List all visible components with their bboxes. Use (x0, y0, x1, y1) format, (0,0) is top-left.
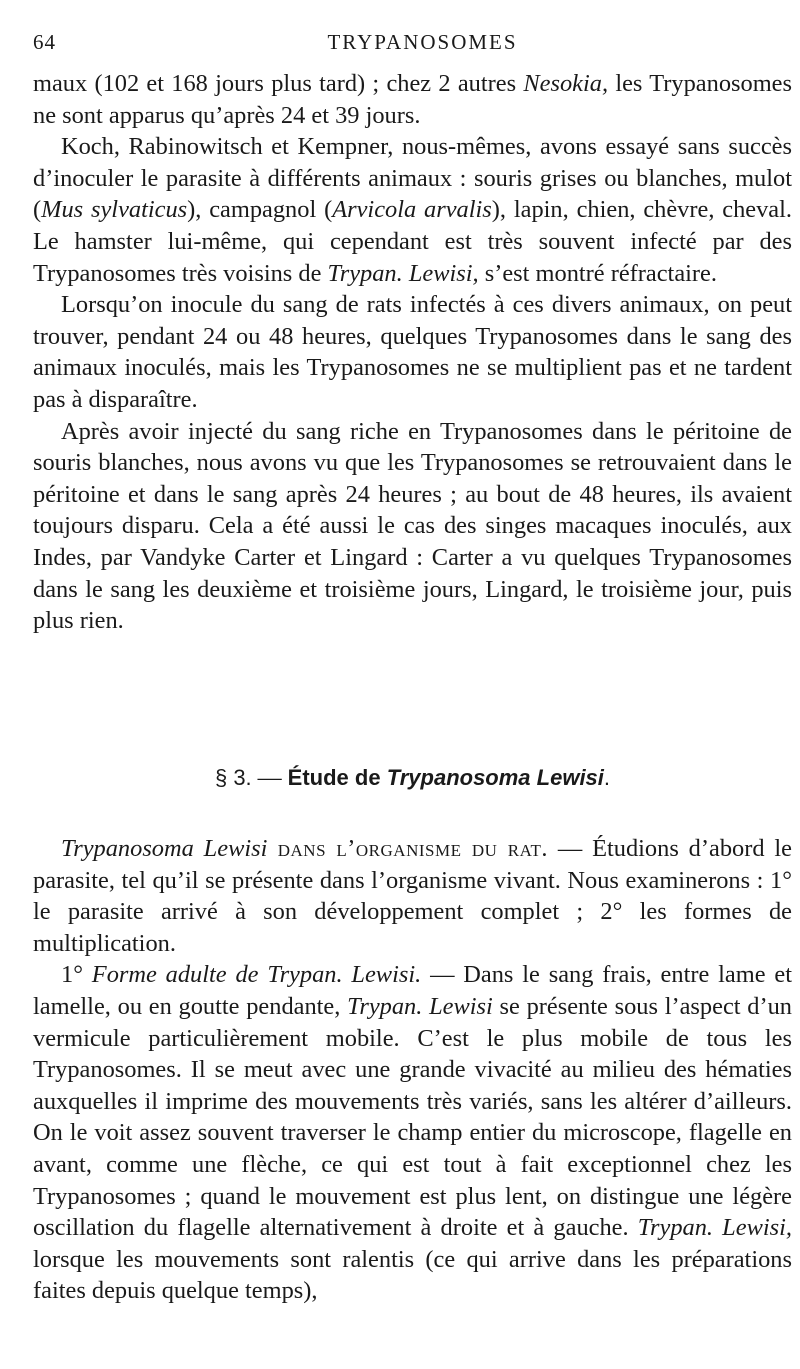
page-number: 64 (33, 30, 56, 54)
text-run: les Trypanosomes ne sont apparus qu’après 24 et 39 jours. (33, 70, 792, 129)
small-caps-run: dans l’organisme du rat. (267, 835, 548, 862)
page-header (33, 30, 792, 60)
text-run: ), lapin, chien, chèvre, cheval. Le hamster lui-même, qui cependant est très souvent infecté par des Trypanosomes très voisins de (33, 196, 792, 287)
section-title-end: . (603, 765, 611, 790)
text-run: ), campagnol ( (187, 196, 333, 224)
text-block-upper (33, 68, 792, 637)
italic-run: Forme adulte de Trypan. Lewisi. (91, 961, 422, 989)
section-number: § 3. (214, 765, 252, 790)
italic-run: Trypan. Lewisi, (637, 1214, 792, 1242)
section-dash: — (251, 765, 288, 791)
text-run: maux (102 et 168 jours plus tard) ; chez 2 autres (33, 70, 524, 97)
italic-run: Trypan. Lewisi (347, 992, 493, 1020)
paragraph-blood-inoculation: Lorsqu’on inocule du sang de rats infectés à ces divers animaux, on peut trouver, pendant 24 ou 48 heures, quelques Trypanosomes dans le sang des animaux inoculés, mais les Trypanosomes ne se multiplient pas et ne tardent pas à disparaître. (33, 291, 792, 413)
text-run: — Dans le sang frais, entre lame et lamelle, ou en goutte pendante, (33, 961, 792, 1020)
paragraph-adult-form (33, 959, 792, 1307)
paragraph-inoculation-attempts (33, 131, 792, 289)
italic-run: Mus sylvaticus (41, 196, 188, 224)
italic-run: Trypanosoma Lewisi (61, 835, 268, 862)
section-title-word: Étude de (287, 765, 387, 790)
paragraph-continued (33, 68, 792, 131)
text-run: — Étudions d’abord le parasite, tel qu’il se présente dans l’organisme vivant. Nous examinerons : 1° le parasite arrivé à son développement complet ; 2° les formes de multiplication. (33, 835, 792, 957)
italic-run: Trypan. Lewisi, (327, 259, 479, 287)
italic-run: Arvicola arvalis (332, 196, 492, 224)
running-title: TRYPANOSOMES (327, 30, 518, 54)
text-run: Koch, Rabinowitsch et Kempner, nous-mêmes, avons essayé sans succès d’inoculer le parasite à différents animaux : souris grises ou blanches, mulot ( (33, 133, 792, 224)
text-run: se présente sous l’aspect d’un vermicule particulièrement mobile. C’est le plus mobile de tous les Trypanosomes. Il se meut avec une grande vivacité au milieu des hématies auxquelles il imprime des mouvements très variés, sans les altérer d’ailleurs. On le voit assez souvent traverser le champ entier du microscope, flagelle en avant, comme une flèche, ce qui est tout à fait exceptionnel chez les Trypanosomes ; quand le mouvement est plus lent, on distingue une légère oscillation du flagelle alternativement à droite et à gauche. (33, 992, 792, 1242)
text-run: 1° (61, 961, 92, 989)
paragraph-peritoneum: Après avoir injecté du sang riche en Trypanosomes dans le péritoine de souris blanches, nous avons vu que les Trypanosomes se retrouvaient dans le péritoine et dans le sang après 24 heures ; au bout de 48 heures, ils avaient toujours disparu. Cela a été aussi le cas des singes macaques inoculés, aux Indes, par Vandyke Carter et Lingard : Carter a vu quelques Trypanosomes dans le sang les deuxième et troisième jours, Lingard, le troisième jour, puis plus rien. (33, 417, 792, 635)
text-run: lorsque les mouvements sont ralentis (ce qui arrive dans les préparations faites depuis quelque temps), (33, 1245, 792, 1305)
section-heading (33, 762, 792, 794)
text-block-lower (33, 833, 792, 1307)
paragraph-organism-intro (33, 833, 792, 959)
text-run: s’est montré réfractaire. (478, 259, 717, 287)
section-title-species: Trypanosoma Lewisi (386, 765, 604, 790)
italic-run: Nesokia, (523, 70, 609, 97)
